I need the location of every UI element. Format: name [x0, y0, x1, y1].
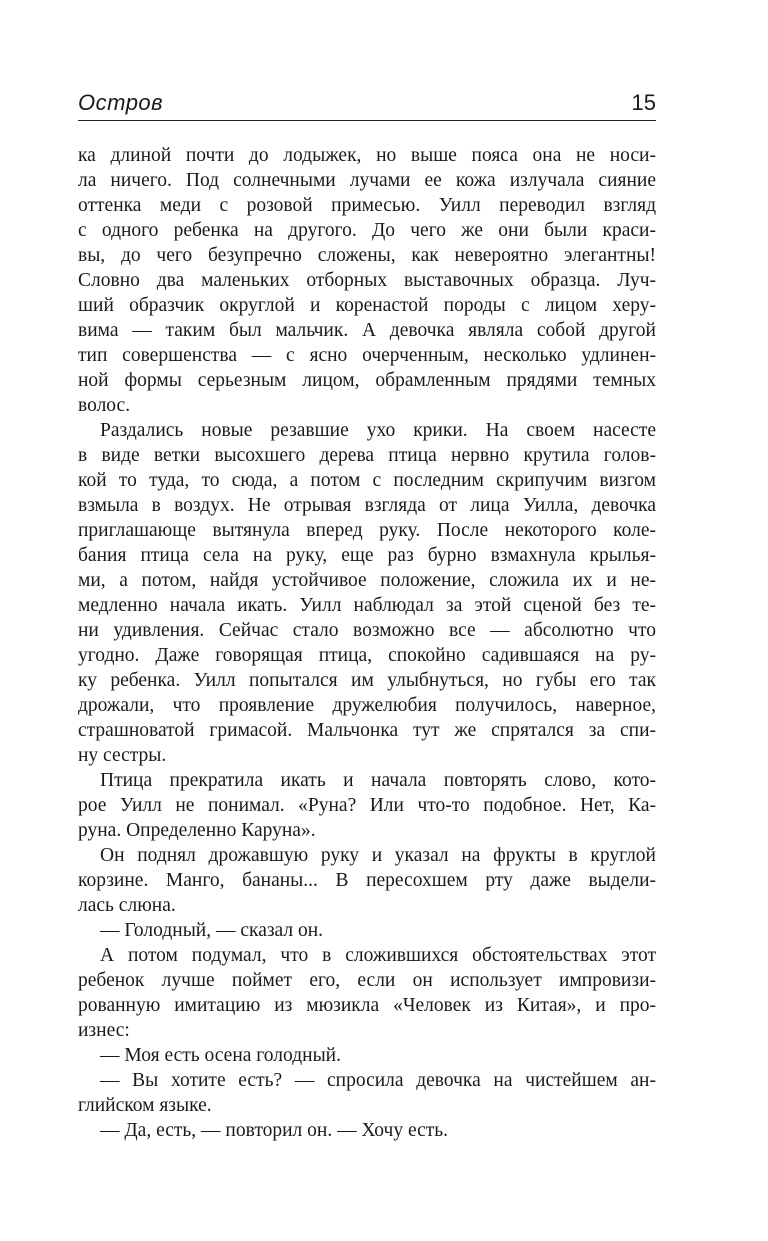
paragraph: [78, 418, 656, 768]
text-line: с одного ребенка на другого. До чего же они были краси-: [78, 220, 656, 241]
text-line: медленно начала икать. Уилл наблюдал за этой сценой без те-: [78, 595, 656, 616]
page-number: 15: [631, 90, 656, 115]
text-line: взмыла в воздух. Не отрывая взгляда от лица Уилла, девочка: [78, 495, 656, 516]
book-page: [78, 88, 656, 1143]
text-line: ку ребенка. Уилл попытался им улыбнуться, но губы его так: [78, 670, 656, 691]
text-line: ной формы серьезным лицом, обрамленным прядями темных: [78, 370, 656, 391]
text-line: страшноватой гримасой. Мальчонка тут же спрятался за спи-: [78, 720, 656, 741]
text-line: ми, а потом, найдя устойчивое положение, сложила их и не-: [78, 570, 656, 591]
text-line: — Вы хотите есть? — спросила девочка на чистейшем ан-: [100, 1070, 656, 1091]
text-line: бания птица села на руку, еще раз бурно взмахнула крылья-: [78, 545, 656, 566]
text-line: волос.: [78, 395, 131, 416]
text-line: вы, до чего безупречно сложены, как невероятно элегантны!: [78, 245, 656, 266]
text-line: Словно два маленьких отборных выставочных образца. Луч-: [78, 270, 656, 291]
text-line: в виде ветки высохшего дерева птица нервно крутила голов-: [78, 445, 656, 466]
text-line: изнес:: [78, 1020, 130, 1041]
paragraph: [78, 1043, 656, 1068]
text-line: угодно. Даже говорящая птица, спокойно садившаяся на ру-: [78, 645, 656, 666]
text-line: корзине. Манго, бананы... В пересохшем рту даже выдели-: [78, 870, 656, 891]
text-line: — Да, есть, — повторил он. — Хочу есть.: [100, 1120, 449, 1141]
text-line: дрожали, что проявление дружелюбия получилось, наверное,: [78, 695, 656, 716]
paragraph: [78, 1068, 656, 1118]
text-line: вима — таким был мальчик. А девочка являла собой другой: [78, 320, 656, 341]
text-line: рое Уилл не понимал. «Руна? Или что-то подобное. Нет, Ка-: [78, 795, 656, 816]
text-line: ребенок лучше поймет его, если он использует импровизи-: [78, 970, 656, 991]
running-title: Остров: [78, 90, 164, 115]
text-line: оттенка меди с розовой примесью. Уилл переводил взгляд: [78, 195, 656, 216]
text-line: — Моя есть осена голодный.: [100, 1045, 341, 1066]
paragraph: [78, 143, 656, 418]
text-line: ший образчик округлой и коренастой породы с лицом херу-: [78, 295, 656, 316]
text-line: руна. Определенно Каруна».: [78, 820, 316, 841]
text-line: Птица прекратила икать и начала повторять слово, кото-: [100, 770, 656, 791]
paragraph: [78, 843, 656, 918]
text-line: приглашающе вытянула вперед руку. После некоторого коле-: [78, 520, 656, 541]
text-line: ни удивления. Сейчас стало возможно все — абсолютно что: [78, 620, 656, 641]
text-line: рованную имитацию из мюзикла «Человек из Китая», и про-: [78, 995, 656, 1016]
text-line: ну сестры.: [78, 745, 167, 766]
paragraph: [78, 768, 656, 843]
text-line: Раздались новые резавшие ухо крики. На своем насесте: [100, 420, 656, 441]
text-line: — Голодный, — сказал он.: [100, 920, 324, 941]
text-line: лась слюна.: [78, 895, 176, 916]
text-line: глийском языке.: [78, 1095, 212, 1116]
text-line: А потом подумал, что в сложившихся обстоятельствах этот: [100, 945, 656, 966]
text-line: тип совершенства — с ясно очерченным, несколько удлинен-: [78, 345, 656, 366]
text-line: Он поднял дрожавшую руку и указал на фрукты в круглой: [100, 845, 656, 866]
running-header: [78, 88, 656, 121]
text-line: кой то туда, то сюда, а потом с последним скрипучим визгом: [78, 470, 656, 491]
paragraph: [78, 1118, 656, 1143]
text-line: ка длиной почти до лодыжек, но выше пояса она не носи-: [78, 145, 656, 166]
text-line: ла ничего. Под солнечными лучами ее кожа излучала сияние: [78, 170, 656, 191]
paragraph: [78, 918, 656, 943]
paragraph: [78, 943, 656, 1043]
body-text: [78, 143, 656, 1143]
